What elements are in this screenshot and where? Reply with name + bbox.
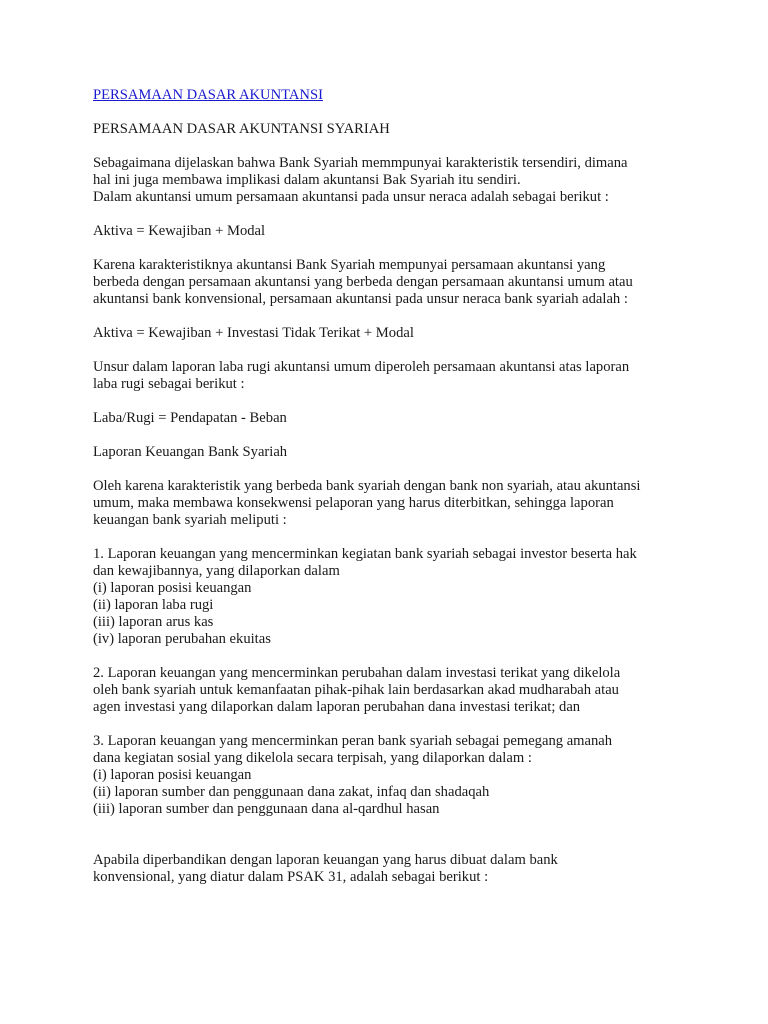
- section-heading: PERSAMAAN DASAR AKUNTANSI SYARIAH: [93, 121, 390, 137]
- list-item-1: [93, 546, 693, 648]
- paragraph-line: akuntansi bank konvensional, persamaan akuntansi pada unsur neraca bank syariah adalah :: [93, 291, 628, 307]
- subheading: Laporan Keuangan Bank Syariah: [93, 444, 288, 460]
- list-line: (ii) laporan laba rugi: [93, 597, 214, 613]
- spacer: [93, 138, 693, 155]
- list-line: oleh bank syariah untuk kemanfaatan pihak-pihak lain berdasarkan akad mudharabah atau: [93, 682, 619, 698]
- paragraph-line: Dalam akuntansi umum persamaan akuntansi pada unsur neraca adalah sebagai berikut :: [93, 189, 609, 205]
- list-line: 2. Laporan keuangan yang mencerminkan perubahan dalam investasi terikat yang dikelola: [93, 665, 621, 681]
- paragraph-line: keuangan bank syariah meliputi :: [93, 512, 287, 528]
- list-line: (ii) laporan sumber dan penggunaan dana zakat, infaq dan shadaqah: [93, 784, 490, 800]
- spacer: [93, 393, 693, 410]
- list-line: (iii) laporan sumber dan penggunaan dana al-qardhul hasan: [93, 801, 440, 817]
- spacer: [93, 648, 693, 665]
- document-body: [93, 87, 693, 886]
- list-line: dan kewajibannya, yang dilaporkan dalam: [93, 563, 340, 579]
- list-line: 1. Laporan keuangan yang mencerminkan kegiatan bank syariah sebagai investor beserta hak: [93, 546, 637, 562]
- paragraph-konsekwensi: [93, 478, 693, 529]
- spacer: [93, 818, 693, 852]
- equation-laba-rugi: Laba/Rugi = Pendapatan - Beban: [93, 410, 287, 426]
- paragraph-line: Sebagaimana dijelaskan bahwa Bank Syariah memmpunyai karakteristik tersendiri, dimana: [93, 155, 628, 171]
- paragraph-line: umum, maka membawa konsekwensi pelaporan yang harus diterbitkan, sehingga laporan: [93, 495, 614, 511]
- equation-neraca-umum: Aktiva = Kewajiban + Modal: [93, 223, 266, 239]
- paragraph-line: hal ini juga membawa implikasi dalam akuntansi Bak Syariah itu sendiri.: [93, 172, 521, 188]
- list-line: (iii) laporan arus kas: [93, 614, 214, 630]
- paragraph-intro: [93, 155, 693, 206]
- paragraph-line: konvensional, yang diatur dalam PSAK 31, adalah sebagai berikut :: [93, 869, 489, 885]
- paragraph-line: berbeda dengan persamaan akuntansi yang berbeda dengan persamaan akuntansi umum atau: [93, 274, 633, 290]
- spacer: [93, 461, 693, 478]
- spacer: [93, 104, 693, 121]
- list-line: agen investasi yang dilaporkan dalam laporan perubahan dana investasi terikat; dan: [93, 699, 581, 715]
- spacer: [93, 240, 693, 257]
- spacer: [93, 529, 693, 546]
- list-line: 3. Laporan keuangan yang mencerminkan peran bank syariah sebagai pemegang amanah: [93, 733, 613, 749]
- paragraph-laba-rugi: [93, 359, 693, 393]
- list-item-2: [93, 665, 693, 716]
- list-line: dana kegiatan sosial yang dikelola secara terpisah, yang dilaporkan dalam :: [93, 750, 532, 766]
- paragraph-line: Karena karakteristiknya akuntansi Bank Syariah mempunyai persamaan akuntansi yang: [93, 257, 606, 273]
- spacer: [93, 342, 693, 359]
- paragraph-line: Oleh karena karakteristik yang berbeda bank syariah dengan bank non syariah, atau akuntansi: [93, 478, 641, 494]
- spacer: [93, 206, 693, 223]
- list-line: (i) laporan posisi keuangan: [93, 580, 252, 596]
- list-line: (iv) laporan perubahan ekuitas: [93, 631, 271, 647]
- list-line: (i) laporan posisi keuangan: [93, 767, 252, 783]
- spacer: [93, 308, 693, 325]
- paragraph-line: Unsur dalam laporan laba rugi akuntansi umum diperoleh persamaan akuntansi atas laporan: [93, 359, 630, 375]
- paragraph-karakteristik: [93, 257, 693, 308]
- equation-neraca-syariah: Aktiva = Kewajiban + Investasi Tidak Terikat + Modal: [93, 325, 414, 341]
- spacer: [93, 427, 693, 444]
- list-item-3: [93, 733, 693, 818]
- spacer: [93, 716, 693, 733]
- paragraph-line: Apabila diperbandikan dengan laporan keuangan yang harus dibuat dalam bank: [93, 852, 558, 868]
- paragraph-perbandingan: [93, 852, 693, 886]
- paragraph-line: laba rugi sebagai berikut :: [93, 376, 245, 392]
- title-link[interactable]: PERSAMAAN DASAR AKUNTANSI: [93, 87, 323, 103]
